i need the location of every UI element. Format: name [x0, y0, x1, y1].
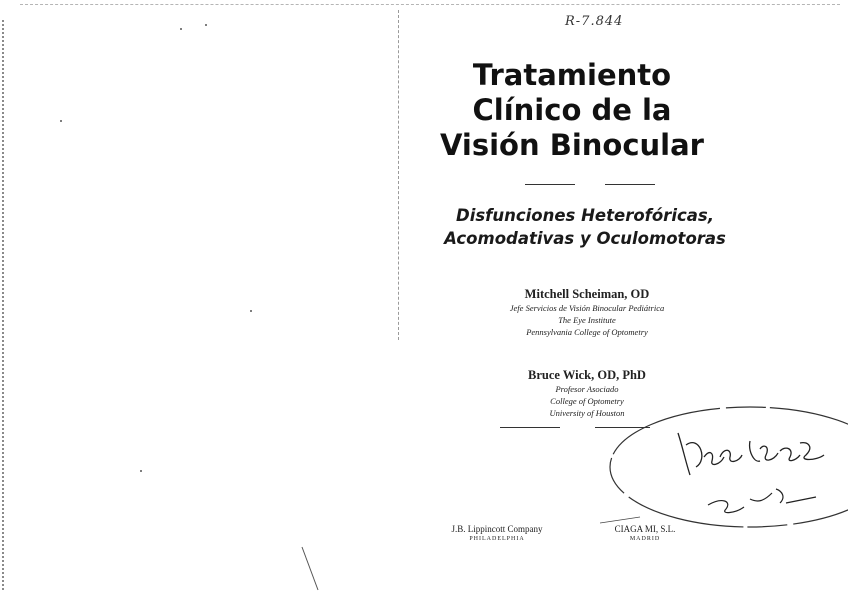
scan-speck [180, 28, 182, 30]
publisher-name: CIAGA MI, S.L. [614, 524, 676, 534]
book-spine [398, 10, 399, 340]
author-affiliation: Pennsylvania College of Optometry [526, 327, 648, 337]
publisher-1 [432, 524, 562, 543]
book-subtitle [425, 204, 745, 250]
title-line-2: Clínico de la [472, 93, 672, 127]
publisher-name: J.B. Lippincott Company [451, 524, 543, 534]
author-affiliation: The Eye Institute [558, 315, 616, 325]
subtitle-line-1: Disfunciones Heterofóricas, [456, 206, 714, 225]
author-affiliation: Jefe Servicios de Visión Binocular Pediátrica [509, 303, 665, 313]
title-rule-right [605, 184, 655, 185]
author-name: Mitchell Scheiman, OD [524, 287, 650, 301]
left-blank-page [0, 0, 398, 600]
scan-speck [60, 120, 62, 122]
author-affiliation: University of Houston [549, 408, 625, 418]
author-block-1 [467, 287, 707, 338]
author-name: Bruce Wick, OD, PhD [528, 368, 646, 382]
scan-speck [140, 470, 142, 472]
ownership-signature-stamp [600, 405, 848, 565]
publisher-city: MADRID [629, 536, 661, 542]
title-line-3: Visión Binocular [439, 128, 704, 162]
title-rule-left [525, 184, 575, 185]
title-line-1: Tratamiento [472, 58, 672, 92]
subtitle-line-2: Acomodativas y Oculomotoras [444, 229, 726, 248]
publisher-city: PHILADELPHIA [469, 536, 525, 542]
handwritten-catalog-number: R-7.844 [565, 14, 624, 29]
scan-speck [250, 310, 252, 312]
scan-stroke-mark [300, 545, 330, 595]
author-affiliation: Profesor Asociado [555, 384, 619, 394]
author-rule-left [500, 427, 560, 428]
scan-speck [205, 24, 207, 26]
book-title [430, 58, 714, 163]
author-affiliation: College of Optometry [550, 396, 624, 406]
